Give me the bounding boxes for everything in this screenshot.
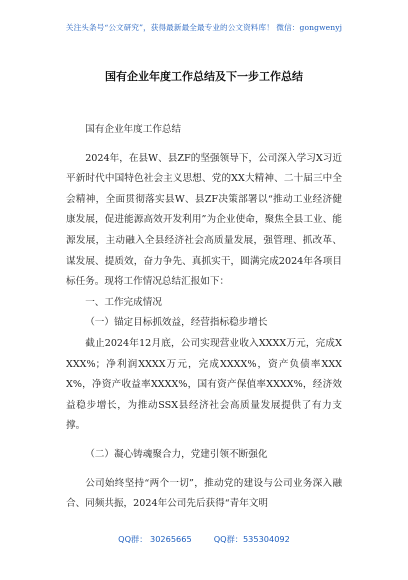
subheading-party-building: （二）凝心铸魂聚合力，党建引领不断强化 (85, 448, 268, 460)
section-label: 国有企业年度工作总结 (85, 124, 182, 135)
footer-qq-group-1: QQ群： 30265665 (118, 534, 192, 544)
document-body (66, 120, 342, 515)
heading-work-completion: 一、工作完成情况 (85, 296, 162, 308)
document-title: 国有企业年度工作总结及下一步工作总结 (105, 70, 303, 83)
subheading-benefits: （一）锚定目标抓效益，经营指标稳步增长 (85, 317, 268, 329)
party-building-paragraph: 公司始终坚持“两个一切”，推动党的建设与公司业务深入融合、同频共振，2024年公司先后获得“青年文明 (66, 477, 342, 510)
footer (0, 534, 408, 545)
header-banner: 关注头条号“公文研究”，获得最新最全最专业的公文资料库！ 微信：gongwenyj (65, 23, 343, 32)
intro-paragraph: 2024年，在县W、县ZF的坚强领导下，公司深入学习X习近平新时代中国特色社会主义思想、党的XX大精神、二十届三中全会精神，全面贯彻落实县W、县ZF决策部署以“推动工业经济健康发展，促进能源高效开发利用”为企业使命，聚焦全县工业、能源发展，主动融入全县经济社会高质量发展，强管理、抓改革、谋发展、提质效，奋力争先、真抓实干，圆满完成2024年各项目标任务。现将工作情况总结汇报如下： (66, 152, 342, 288)
footer-qq-group-2: QQ群：535304092 (213, 534, 290, 544)
benefits-paragraph: 截止2024年12月底，公司实现营业收入XXXX万元，完成XXXX%；净利润XXXX万元，完成XXXX%，资产负债率XXXX%，净资产收益率XXXX%，国有资产保值率XXXX%，经济效益稳步增长，为推动SSX县经济社会高质量发展提供了有力支撑。 (66, 337, 342, 432)
